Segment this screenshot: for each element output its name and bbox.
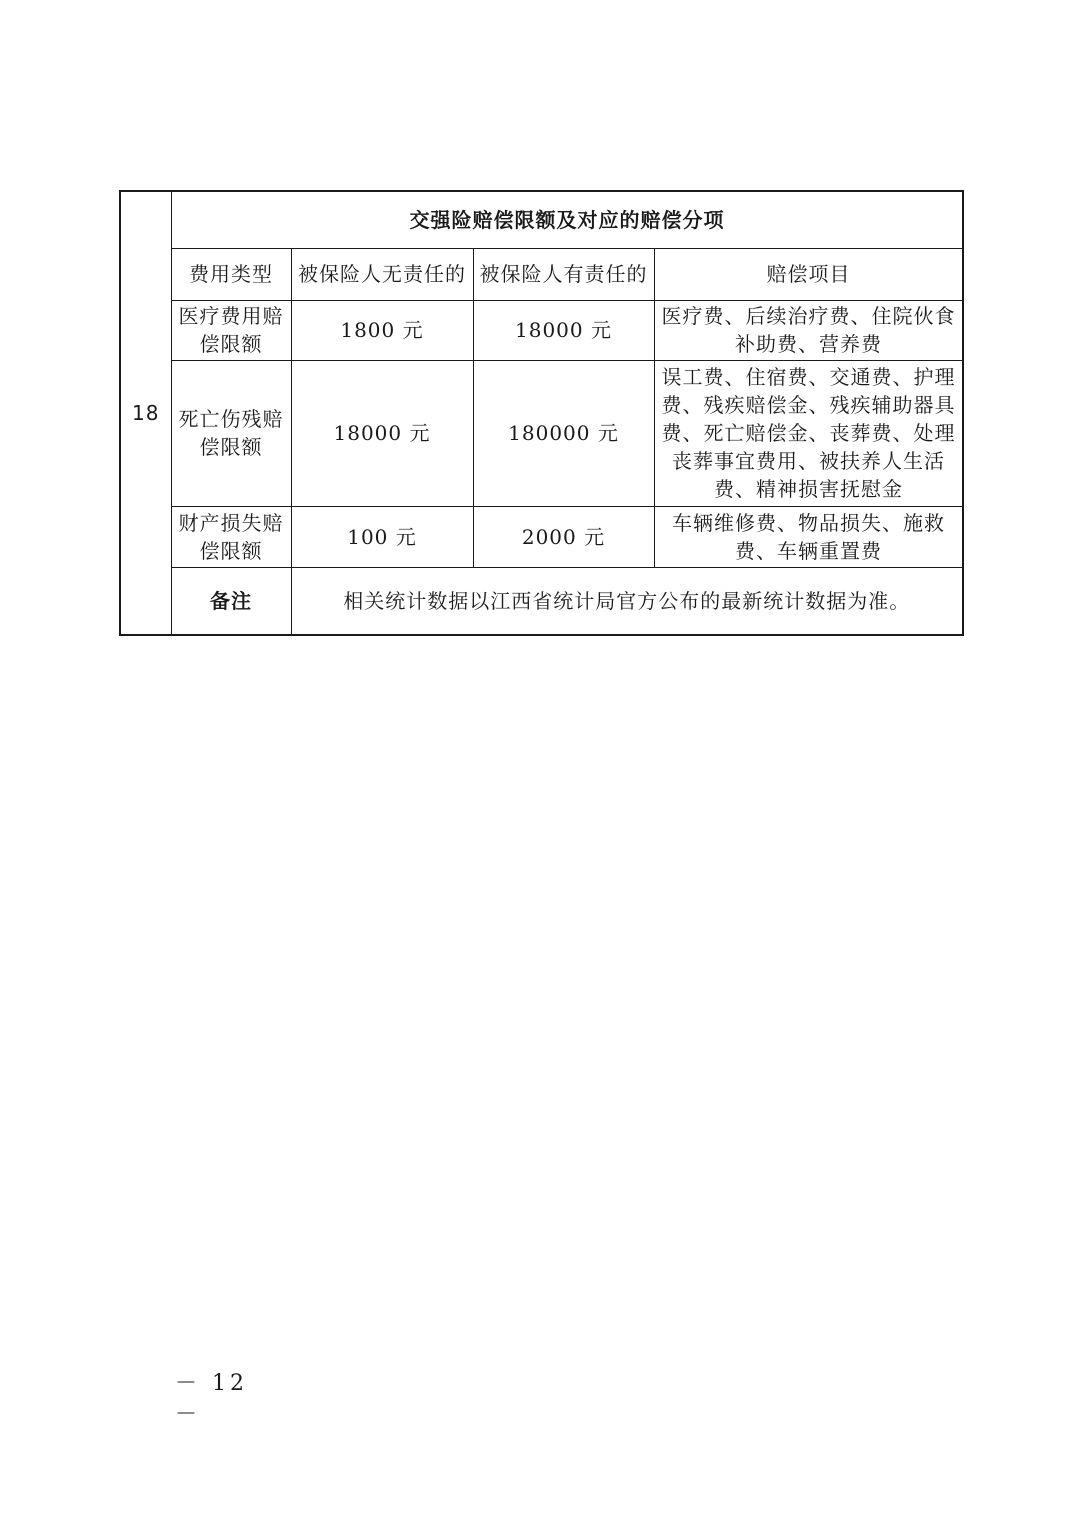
row-death-disability-at-fault: 180000 元 bbox=[473, 360, 654, 506]
row-property-no-fault: 100 元 bbox=[291, 506, 473, 567]
row-death-disability-no-fault: 18000 元 bbox=[291, 360, 473, 506]
header-at-fault: 被保险人有责任的 bbox=[473, 248, 654, 300]
row-medical-at-fault: 18000 元 bbox=[473, 300, 654, 360]
header-compensation-items: 赔偿项目 bbox=[654, 248, 963, 300]
header-expense-type: 费用类型 bbox=[171, 248, 291, 300]
row-property-type: 财产损失赔偿限额 bbox=[171, 506, 291, 567]
row-property-items: 车辆维修费、物品损失、施救费、车辆重置费 bbox=[654, 506, 963, 567]
header-no-fault: 被保险人无责任的 bbox=[291, 248, 473, 300]
row-medical-no-fault: 1800 元 bbox=[291, 300, 473, 360]
compensation-table bbox=[119, 190, 964, 636]
page-number: － 12 － bbox=[175, 1371, 248, 1427]
row-medical-type: 医疗费用赔偿限额 bbox=[171, 300, 291, 360]
table-title: 交强险赔偿限额及对应的赔偿分项 bbox=[171, 191, 963, 248]
row-death-disability-type: 死亡伤残赔偿限额 bbox=[171, 360, 291, 506]
row-property-at-fault: 2000 元 bbox=[473, 506, 654, 567]
remark-label: 备注 bbox=[171, 567, 291, 635]
row-number: 18 bbox=[120, 191, 171, 635]
row-death-disability-items: 误工费、住宿费、交通费、护理费、残疾赔偿金、残疾辅助器具费、死亡赔偿金、丧葬费、处理丧葬事宜费用、被扶养人生活费、精神损害抚慰金 bbox=[654, 360, 963, 506]
row-medical-items: 医疗费、后续治疗费、住院伙食补助费、营养费 bbox=[654, 300, 963, 360]
remark-text: 相关统计数据以江西省统计局官方公布的最新统计数据为准。 bbox=[291, 567, 963, 635]
